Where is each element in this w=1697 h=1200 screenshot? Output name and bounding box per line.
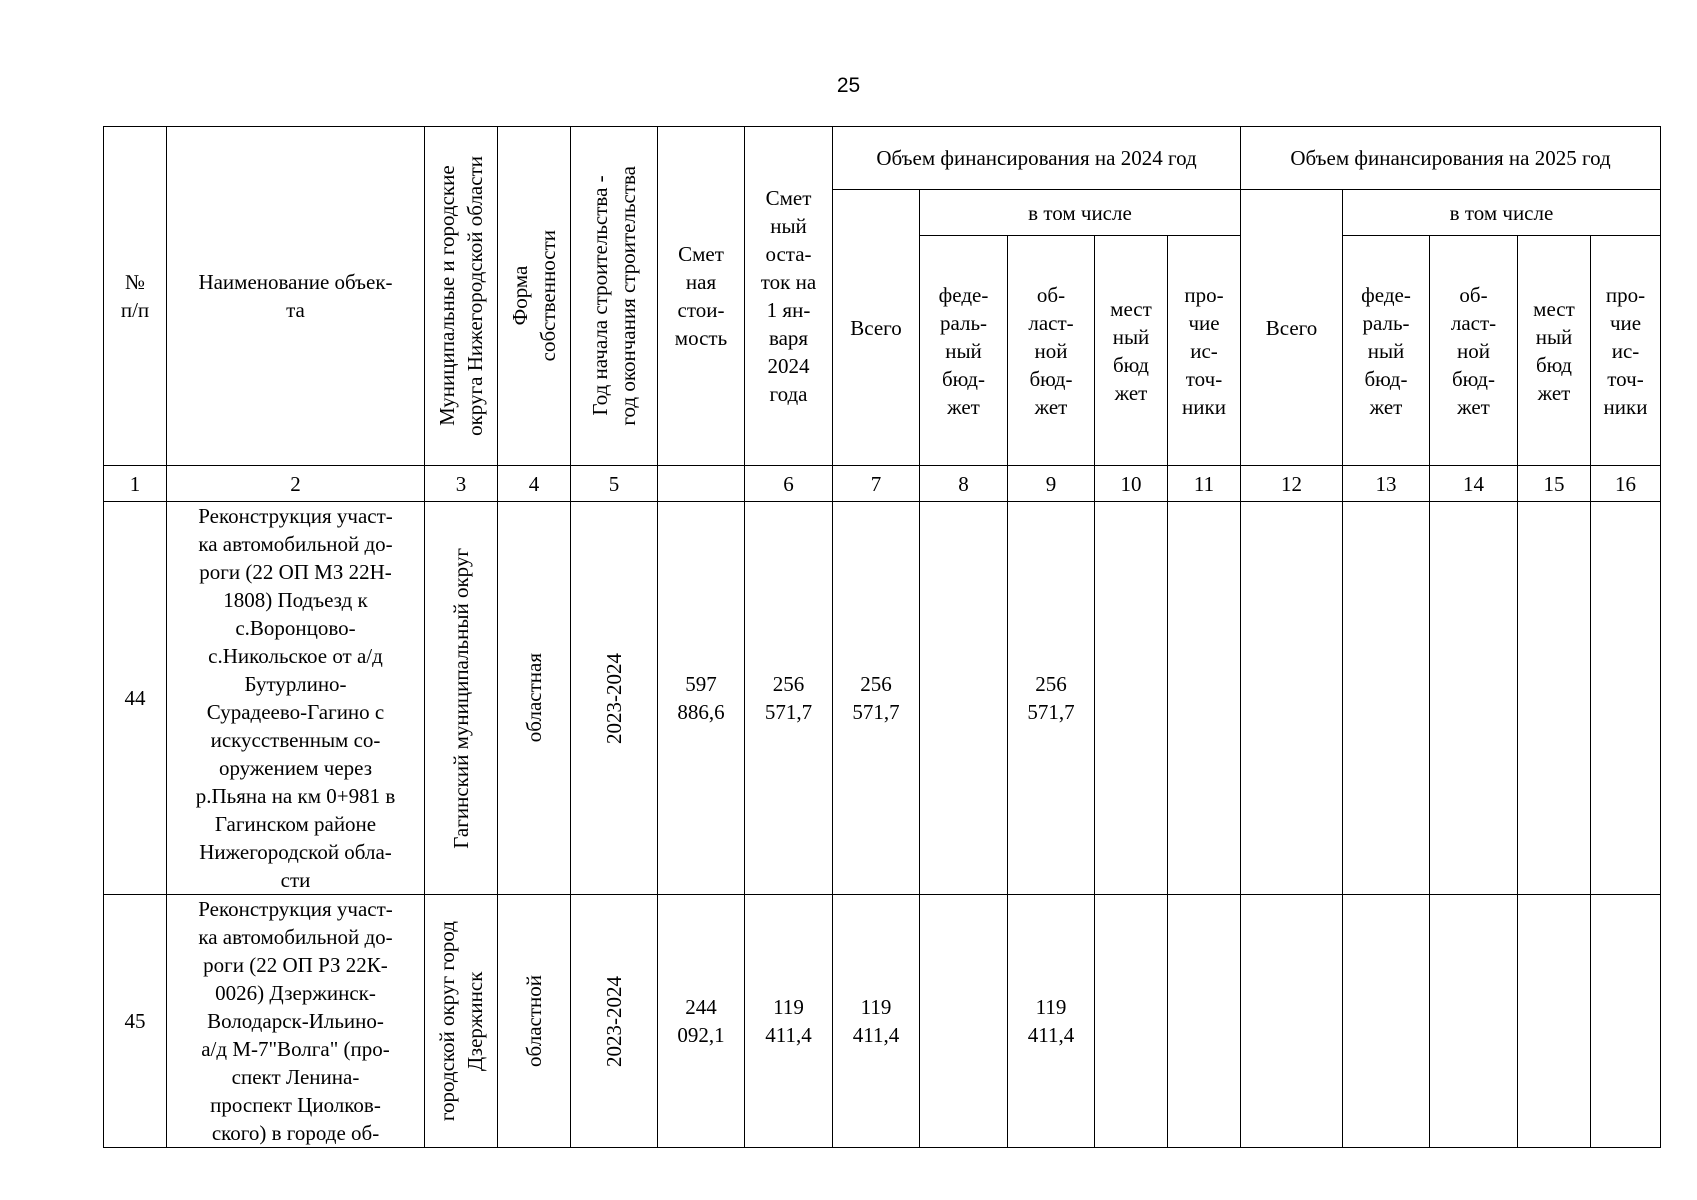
row-total-2024: 256 571,7: [833, 502, 920, 895]
header-total-2024: Всего: [833, 190, 920, 466]
row-local-2025: [1518, 502, 1591, 895]
table-row: [104, 502, 1661, 895]
col-num: 8: [920, 466, 1008, 502]
row-estimate-remainder: 119 411,4: [745, 895, 833, 1148]
header-including-2024: в том числе: [920, 190, 1241, 236]
row-other-2024: [1168, 895, 1241, 1148]
col-num: 15: [1518, 466, 1591, 502]
header-other-2025: про- чие ис- точ- ники: [1591, 236, 1661, 466]
header-local-2024: мест ный бюд жет: [1095, 236, 1168, 466]
row-municipality-text: городской округ город Дзержинск: [435, 920, 487, 1122]
row-regional-2024: 256 571,7: [1008, 502, 1095, 895]
row-municipality: [425, 502, 498, 895]
header-federal-2024: феде- раль- ный бюд- жет: [920, 236, 1008, 466]
row-federal-2025: [1343, 895, 1430, 1148]
header-regional-2024: об- ласт- ной бюд- жет: [1008, 236, 1095, 466]
header-ownership: [498, 127, 571, 466]
header-municipality: [425, 127, 498, 466]
row-regional-2024: 119 411,4: [1008, 895, 1095, 1148]
row-local-2024: [1095, 502, 1168, 895]
header-regional-2025: об- ласт- ной бюд- жет: [1430, 236, 1518, 466]
col-num: 16: [1591, 466, 1661, 502]
header-total-2025: Всего: [1241, 190, 1343, 466]
col-num: 1: [104, 466, 167, 502]
col-num: 7: [833, 466, 920, 502]
row-municipality-text: Гагинский муниципальный округ: [449, 547, 473, 849]
row-ownership: [498, 502, 571, 895]
table-row: [104, 895, 1661, 1148]
row-municipality: [425, 895, 498, 1148]
header-funding-2025: Объем финансирования на 2025 год: [1241, 127, 1661, 190]
row-federal-2024: [920, 895, 1008, 1148]
col-num: 5: [571, 466, 658, 502]
row-num: 44: [104, 502, 167, 895]
row-other-2025: [1591, 502, 1661, 895]
header-ownership-text: Форма собственности: [508, 230, 560, 362]
row-num: 45: [104, 895, 167, 1148]
row-total-2024: 119 411,4: [833, 895, 920, 1148]
row-federal-2025: [1343, 502, 1430, 895]
header-row-1: [104, 127, 1661, 190]
row-estimate-cost: 244 092,1: [658, 895, 745, 1148]
col-num: 4: [498, 466, 571, 502]
col-num: 3: [425, 466, 498, 502]
row-estimate-cost: 597 886,6: [658, 502, 745, 895]
header-estimate-cost: Смет ная стои- мость: [658, 127, 745, 466]
row-regional-2025: [1430, 895, 1518, 1148]
row-local-2024: [1095, 895, 1168, 1148]
row-total-2025: [1241, 502, 1343, 895]
header-estimate-remainder: Смет ный оста- ток на 1 ян- варя 2024 года: [745, 127, 833, 466]
header-name: Наименование объек- та: [167, 127, 425, 466]
financing-table: [103, 126, 1661, 1148]
row-regional-2025: [1430, 502, 1518, 895]
row-ownership-text: областная: [522, 653, 546, 743]
col-num: 12: [1241, 466, 1343, 502]
row-years-text: 2023-2024: [602, 975, 626, 1067]
header-funding-2024: Объем финансирования на 2024 год: [833, 127, 1241, 190]
header-num: № п/п: [104, 127, 167, 466]
col-num: 10: [1095, 466, 1168, 502]
col-num: [658, 466, 745, 502]
header-including-2025: в том числе: [1343, 190, 1661, 236]
col-num: 13: [1343, 466, 1430, 502]
col-num: 6: [745, 466, 833, 502]
header-federal-2025: феде- раль- ный бюд- жет: [1343, 236, 1430, 466]
header-municipality-text: Муниципальные и городские округа Нижегородской области: [435, 156, 487, 436]
row-total-2025: [1241, 895, 1343, 1148]
row-local-2025: [1518, 895, 1591, 1148]
row-estimate-remainder: 256 571,7: [745, 502, 833, 895]
col-num: 9: [1008, 466, 1095, 502]
column-numbers-row: [104, 466, 1661, 502]
col-num: 11: [1168, 466, 1241, 502]
header-local-2025: мест ный бюд жет: [1518, 236, 1591, 466]
header-years: [571, 127, 658, 466]
row-other-2025: [1591, 895, 1661, 1148]
header-years-text: Год начала строительства - год окончания строительства: [588, 166, 640, 426]
row-other-2024: [1168, 502, 1241, 895]
header-other-2024: про- чие ис- точ- ники: [1168, 236, 1241, 466]
row-ownership-text: областной: [522, 975, 546, 1067]
row-name: Реконструкция участ- ка автомобильной до- роги (22 ОП РЗ 22К- 0026) Дзержинск- Володарск-Ильино- а/д М-7"Волга" (про- спект Ленина- проспект Циолков- ского) в городе об-: [167, 895, 425, 1148]
col-num: 2: [167, 466, 425, 502]
row-ownership: [498, 895, 571, 1148]
page-number: 25: [836, 74, 861, 97]
row-federal-2024: [920, 502, 1008, 895]
row-years: [571, 502, 658, 895]
row-years-text: 2023-2024: [602, 652, 626, 744]
col-num: 14: [1430, 466, 1518, 502]
row-name: Реконструкция участ- ка автомобильной до- роги (22 ОП МЗ 22Н- 1808) Подъезд к с.Воронцово- с.Никольское от а/д Бутурлино- Сурадеево-Гагино с искусственным со- оружением через р.Пьяна на км 0+981 в Гагинском районе Нижегородской обла- сти: [167, 502, 425, 895]
row-years: [571, 895, 658, 1148]
